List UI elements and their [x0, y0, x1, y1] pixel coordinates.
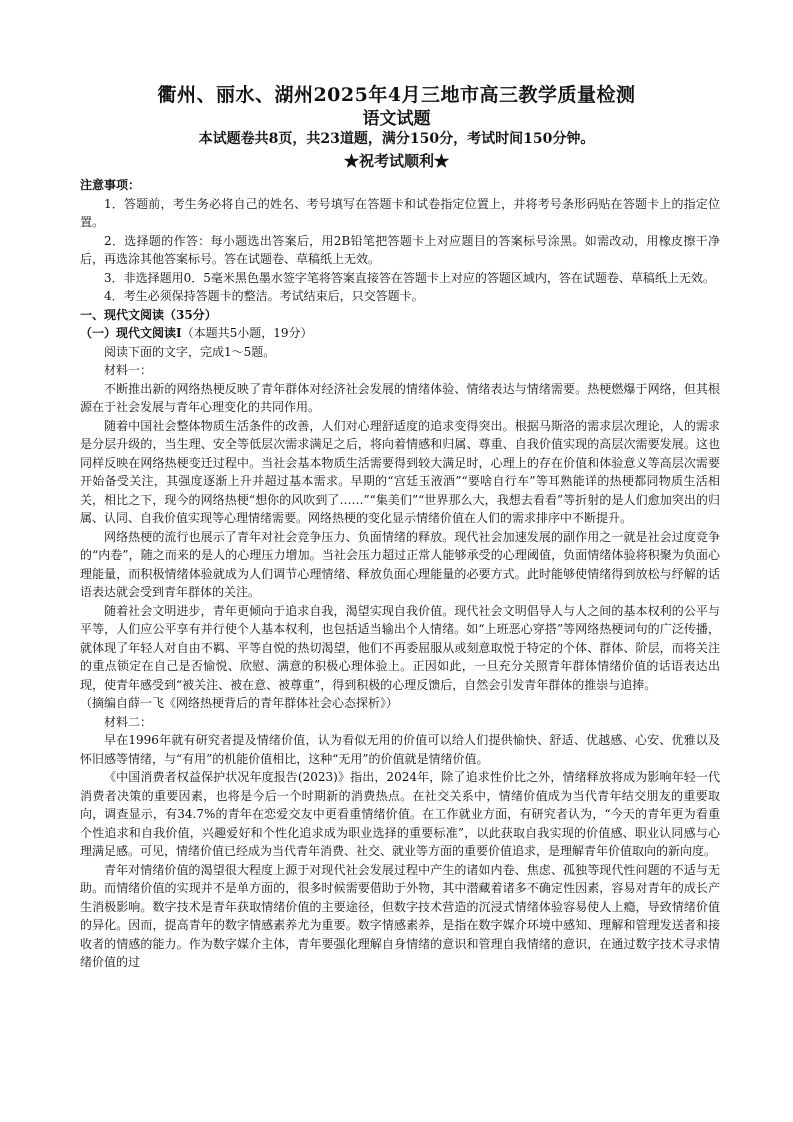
- material1-label: 材料一：: [104, 363, 153, 377]
- note-item-1: 1．答题前，考生务必将自己的姓名、考号填写在答题卡和试卷指定位置上，并将考号条形码贴在答题卡上的指定位置。: [80, 196, 720, 229]
- material1-paragraph: 不断推出新的网络热梗反映了青年群体对经济社会发展的情绪体验、情绪表达与情绪需要。热梗燃爆于网络，但其根源在于社会发展与青年心理变化的共同作用。: [80, 381, 720, 414]
- material1-paragraph: 随着社会文明进步，青年更倾向于追求自我，渴望实现自我价值。现代社会文明倡导人与人之间的基本权利的公平与平等，人们应公平享有并行使个人基本权利，也包括适当输出个人情绪。如“上班恶心穿搭”等网络热梗词句的广泛传播，就体现了年轻人对自由不羁、平等自悦的热切渴望，他们不再委屈服从或刻意取悦于特定的个体、群体、阶层，而将关注的重点锁定在自己是否愉悦、欣慰、满意的积极心理体验上。正因如此，一旦充分关照青年群体情绪价值的话语表达出现，使青年感受到“被关注、被在意、被尊重”，得到积极的心理反馈后，自然会引发青年群体的推崇与追捧。: [80, 603, 720, 692]
- material2-paragraph: 《中国消费者权益保护状况年度报告(2023)》指出，2024年，除了追求性价比之外，情绪释放将成为影响年轻一代消费者决策的重要因素，也将是今后一个时期新的消费热点。在社交关系中，情绪价值成为当代青年结交朋友的重要取向，调查显示，有34.7%的青年在恋爱交友中更看重情绪价值。在工作就业方面，有研究者认为，“今天的青年更为看重个性追求和自我价值，兴趣爱好和个性化追求成为职业选择的重要标准”，以此获取自我实现的价值感、职业认同感与心理满足感。可见，情绪价值已经成为当代青年消费、社交、就业等方面的重要价值追求，是理解青年价值取向的新向度。: [80, 770, 720, 858]
- sub-section-score: （本题共5小题，19分）: [181, 326, 313, 340]
- notes-heading: 注意事项：: [80, 178, 141, 192]
- material1-paragraph: 网络热梗的流行也展示了青年对社会竞争压力、负面情绪的释放。现代社会加速发展的副作用之一就是社会过度竞争的“内卷”，随之而来的是人的心理压力增加。当社会压力超过正常人能够承受的心理阈值，负面情绪体验将积聚为负面心理能量，而积极情绪体验就成为人们调节心理情绪、释放负面心理能量的必要方式。此时能够使情绪得到放松与纾解的话语表达就会受到青年群体的关注。: [80, 529, 720, 599]
- note-item-2: 2．选择题的作答：每小题选出答案后，用2B铅笔把答题卡上对应题目的答案标号涂黑。如需改动，用橡皮擦干净后，再选涂其他答案标号。答在试题卷、草稿纸上无效。: [80, 233, 720, 266]
- exam-title: 衢州、丽水、湖州2025年4月三地市高三教学质量检测: [157, 84, 636, 106]
- section-heading: 一、现代文阅读（35分）: [80, 307, 217, 322]
- material1-source: （摘编自薛一飞《网络热梗背后的青年群体社会心态探析》）: [80, 696, 399, 710]
- exam-info: 本试题卷共8页，共23道题，满分150分，考试时间150分钟。: [198, 131, 595, 147]
- exam-content: [80, 176, 720, 972]
- note-item-3: 3．非选择题用0．5毫米黑色墨水签字笔将答案直接答在答题卡上对应的答题区域内，答在试题卷、草稿纸上无效。: [104, 270, 715, 285]
- exam-wish: ★祝考试顺利★: [343, 152, 449, 170]
- material2-label: 材料二：: [104, 714, 153, 729]
- note-item-4: 4．考生必须保持答题卡的整洁。考试结束后，只交答题卡。: [104, 289, 424, 303]
- material1-paragraph: 随着中国社会整体物质生活条件的改善，人们对心理舒适度的追求变得突出。根据马斯洛的需求层次理论，人的需求是分层升级的，当生理、安全等低层次需求满足之后，将向着情感和归属、尊重、自我价值实现的高层次需要发展。这也同样反映在网络热梗变迁过程中。当社会基本物质生活需要得到较大满足时，心理上的存在价值和体验意义等高层次需要开始备受关注，其强度逐渐上升并超过基本需求。早期的“宫廷玉液酒”“要啥自行车”等耳熟能详的热梗都同物质生活相关，相比之下，现今的网络热梗“想你的风吹到了……”“集美们”“世界那么大，我想去看看”等折射的是人们愈加突出的归属、认同、自我价值实现等心理情绪需要。网络热梗的变化显示情绪价值在人们的需求排序中不断提升。: [80, 418, 720, 525]
- reading-instruction: 阅读下面的文字，完成1～5题。: [104, 344, 276, 359]
- sub-section-heading: [80, 324, 720, 343]
- sub-section-title: （一）现代文阅读Ⅰ: [80, 326, 182, 340]
- exam-subtitle: 语文试题: [362, 109, 431, 129]
- material2-paragraph: 青年对情绪价值的渴望很大程度上源于对现代社会发展过程中产生的诸如内卷、焦虑、孤独等现代性问题的不适与无助。而情绪价值的实现并不是单方面的，很多时候需要借助于外物，其中潜藏着诸多不确定性因素，容易对青年的成长产生消极影响。数字技术是青年获取情绪价值的主要途径，但数字技术营造的沉浸式情绪体验容易使人上瘾，导致情绪价值的异化。因而，提高青年的数字情感素养尤为重要。数字情感素养，是指在数字媒介环境中感知、理解和管理发送者和接收者的情感的能力。作为数字媒介主体，青年要强化理解自身情绪的意识和管理自我情绪的意识，在通过数字技术寻求情绪价值的过: [80, 862, 720, 969]
- material2-paragraph: 早在1996年就有研究者提及情绪价值，认为看似无用的价值可以给人们提供愉快、舒适、优越感、心安、优雅以及怀旧感等情绪，与“有用”的机能价值相比，这种“无用”的价值就是情绪价值。: [80, 733, 720, 766]
